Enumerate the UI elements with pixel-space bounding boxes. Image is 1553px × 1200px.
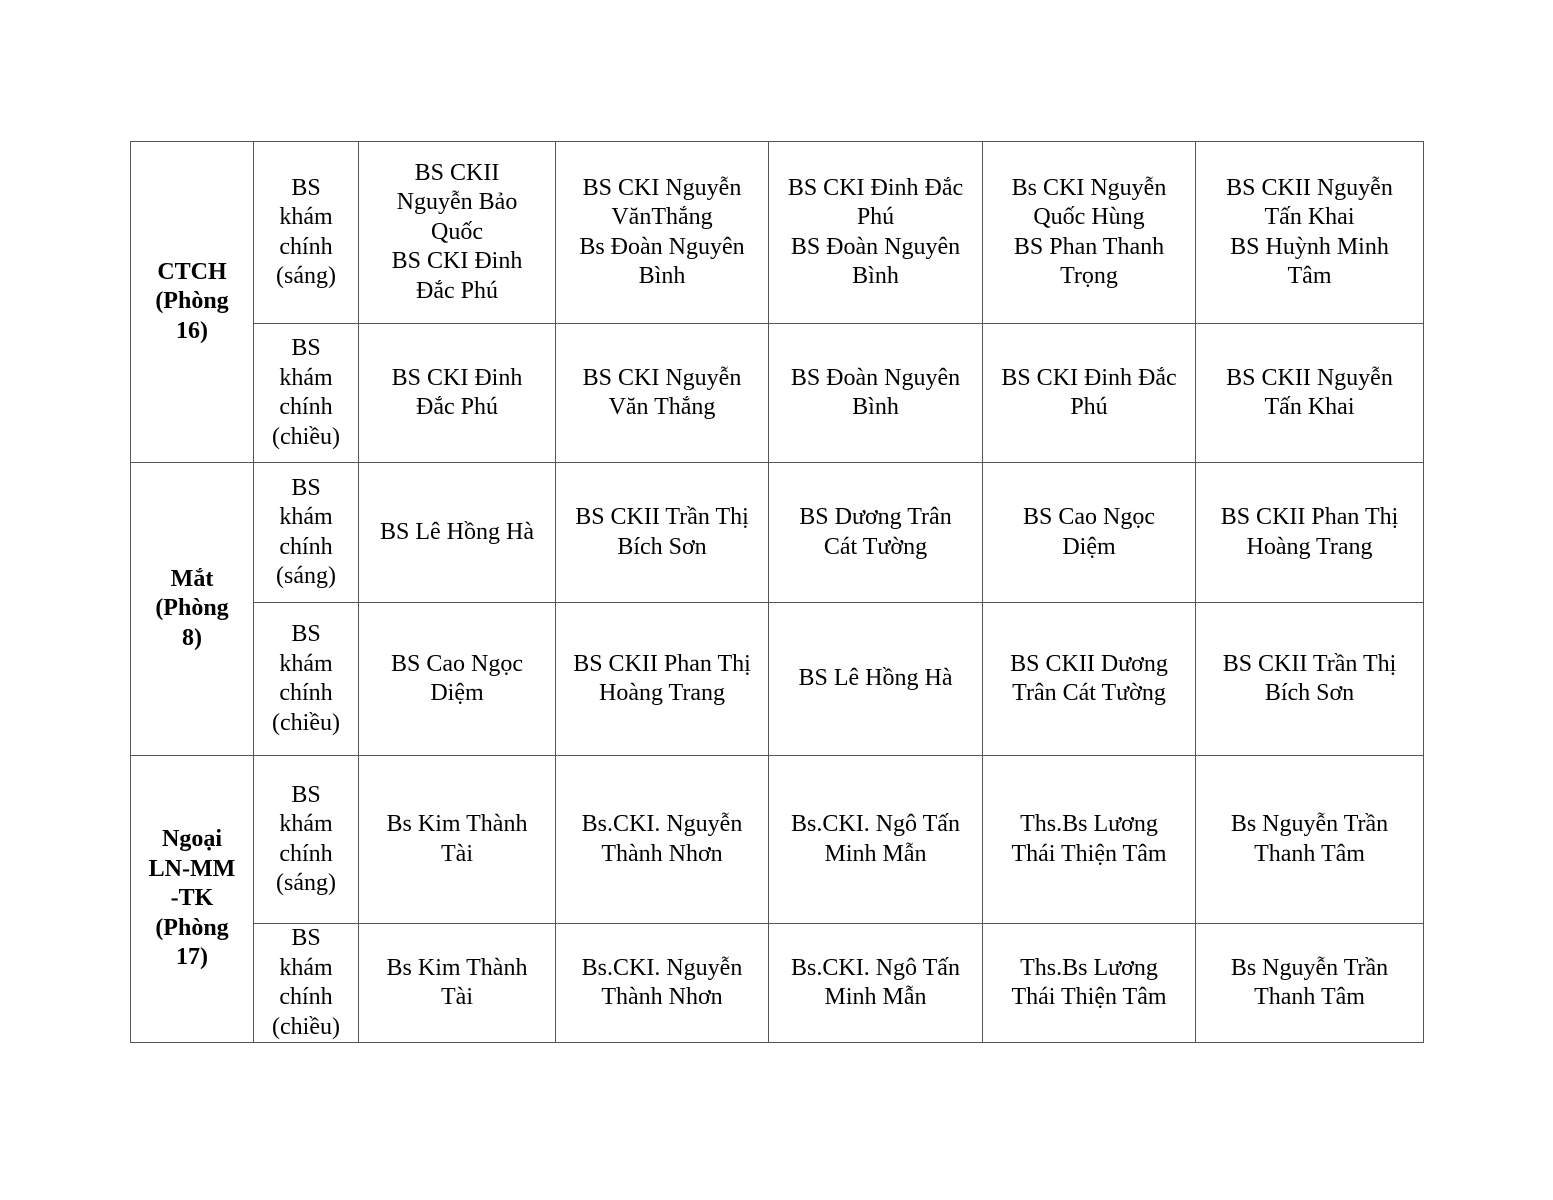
doctor-cell: Bs.CKI. Ngô Tấn Minh Mẫn — [769, 756, 983, 924]
doctor-cell: BS Dương Trân Cát Tường — [769, 463, 983, 603]
shift-label-cell: BS khám chính (sáng) — [254, 142, 359, 324]
doctor-cell: Bs Nguyễn Trần Thanh Tâm — [1196, 924, 1424, 1043]
doctor-cell: Bs.CKI. Nguyễn Thành Nhơn — [556, 756, 769, 924]
doctor-cell: BS CKI Nguyễn Văn Thắng — [556, 324, 769, 463]
doctor-cell: Bs Kim Thành Tài — [359, 924, 556, 1043]
doctor-cell: BS Lê Hồng Hà — [359, 463, 556, 603]
doctor-cell: Ths.Bs Lương Thái Thiện Tâm — [983, 924, 1196, 1043]
table-row — [131, 463, 1424, 603]
table-row — [131, 142, 1424, 324]
shift-label-cell: BS khám chính (sáng) — [254, 463, 359, 603]
shift-label-cell: BS khám chính (chiều) — [254, 324, 359, 463]
doctor-cell: BS Lê Hồng Hà — [769, 603, 983, 756]
doctor-cell: BS CKII Dương Trân Cát Tường — [983, 603, 1196, 756]
doctor-cell: BS CKII Nguyễn Tấn Khai — [1196, 324, 1424, 463]
doctor-cell: BS Đoàn Nguyên Bình — [769, 324, 983, 463]
doctor-cell: BS CKI Đinh Đắc Phú — [359, 324, 556, 463]
doctor-cell: Bs Kim Thành Tài — [359, 756, 556, 924]
department-cell: Mắt (Phòng 8) — [131, 463, 254, 756]
doctor-cell: Bs.CKI. Ngô Tấn Minh Mẫn — [769, 924, 983, 1043]
shift-label-cell: BS khám chính (sáng) — [254, 756, 359, 924]
shift-label-cell: BS khám chính (chiều) — [254, 924, 359, 1043]
doctor-cell: Ths.Bs Lương Thái Thiện Tâm — [983, 756, 1196, 924]
doctor-cell: BS Cao Ngọc Diệm — [983, 463, 1196, 603]
doctor-schedule-table — [130, 141, 1424, 1043]
table-row — [131, 603, 1424, 756]
doctor-cell: BS Cao Ngọc Diệm — [359, 603, 556, 756]
table-row — [131, 756, 1424, 924]
doctor-cell: BS CKII Trần Thị Bích Sơn — [556, 463, 769, 603]
department-cell: CTCH (Phòng 16) — [131, 142, 254, 463]
doctor-cell: Bs Nguyễn Trần Thanh Tâm — [1196, 756, 1424, 924]
doctor-cell: BS CKI Đinh Đắc Phú — [983, 324, 1196, 463]
doctor-cell: BS CKII Phan Thị Hoàng Trang — [556, 603, 769, 756]
doctor-cell: Bs.CKI. Nguyễn Thành Nhơn — [556, 924, 769, 1043]
doctor-cell: Bs CKI Nguyễn Quốc Hùng BS Phan Thanh Trọng — [983, 142, 1196, 324]
table-row — [131, 324, 1424, 463]
doctor-cell: BS CKII Phan Thị Hoàng Trang — [1196, 463, 1424, 603]
doctor-cell: BS CKII Nguyễn Bảo Quốc BS CKI Đinh Đắc Phú — [359, 142, 556, 324]
shift-label-cell: BS khám chính (chiều) — [254, 603, 359, 756]
table-row — [131, 924, 1424, 1043]
doctor-cell: BS CKI Đinh Đắc Phú BS Đoàn Nguyên Bình — [769, 142, 983, 324]
department-cell: Ngoại LN-MM -TK (Phòng 17) — [131, 756, 254, 1043]
doctor-cell: BS CKI Nguyễn VănThắng Bs Đoàn Nguyên Bình — [556, 142, 769, 324]
doctor-cell: BS CKII Trần Thị Bích Sơn — [1196, 603, 1424, 756]
doctor-cell: BS CKII Nguyễn Tấn Khai BS Huỳnh Minh Tâm — [1196, 142, 1424, 324]
